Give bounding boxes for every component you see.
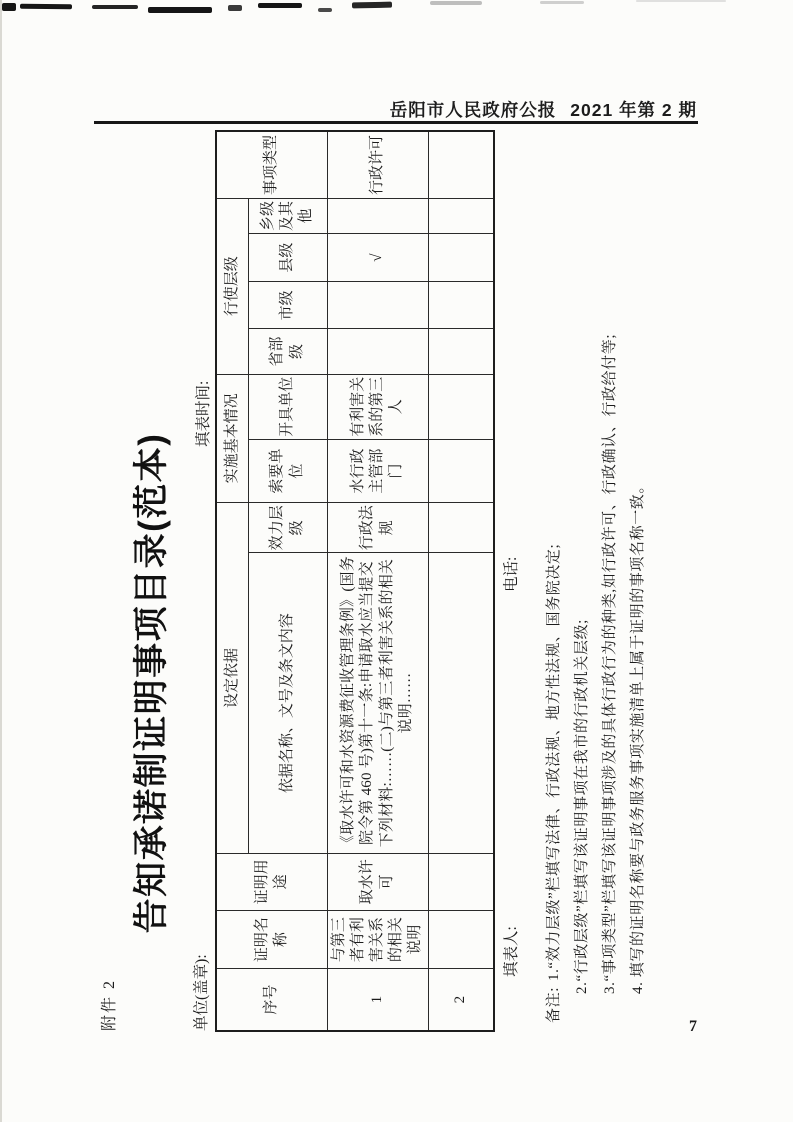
- fill-date-label: 填表时间:: [195, 380, 212, 447]
- cell-requesting-unit: 水行政主管部门: [327, 439, 428, 502]
- note-line: [570, 619, 591, 994]
- gazette-title: 岳阳市人民政府公报: [389, 100, 557, 120]
- cell-township: [327, 198, 428, 233]
- scan-smudge: [92, 5, 138, 9]
- scan-smudge: [430, 1, 482, 5]
- note-line: [626, 478, 647, 994]
- th-impl-group: 实施基本情况: [216, 374, 248, 503]
- note-text: 4. 填写的证明名称要与政务服务事项实施清单上属于证明的事项名称一致。: [630, 477, 646, 994]
- cell-cert-use: [428, 853, 494, 910]
- th-province-level: 省部级: [248, 329, 327, 374]
- attachment-label: 附件 2: [101, 978, 118, 1031]
- cell-county: [428, 234, 494, 282]
- phone-label: 电话:: [503, 556, 520, 592]
- th-cert-use: 证明用途: [216, 853, 327, 910]
- th-basis-detail: 依据名称、文号及条文内容: [248, 553, 327, 853]
- cell-item-type: [428, 131, 494, 198]
- cell-requesting-unit: [428, 439, 494, 502]
- cell-issuing-unit: 有利害关系的第三人: [327, 374, 428, 439]
- cell-county-checkmark: √: [327, 234, 428, 282]
- cell-issuing-unit: [428, 374, 494, 439]
- scan-smudge: [228, 5, 242, 11]
- gazette-issue: 2021 年第 2 期: [570, 100, 697, 120]
- th-exercise-group: 行使层级: [216, 198, 248, 374]
- unit-seal-label: 单位(盖章):: [193, 954, 210, 1031]
- note-text: 2.“行政层级”栏填写该证明事项在我市的行政机关层级;: [574, 619, 590, 994]
- rotated-form-sheet: [90, 95, 700, 1035]
- cell-cert-name: 与第三者有利害关系的相关说明: [327, 910, 428, 968]
- th-issuing-unit: 开具单位: [248, 374, 327, 439]
- scan-smudge: [20, 4, 72, 9]
- note-text: 1.“效力层级”栏填写法律、行政法规、地方性法规、国务院决定;: [546, 543, 562, 982]
- scan-smudge: [148, 7, 212, 13]
- cell-province: [428, 329, 494, 374]
- th-county-level: 县级: [248, 234, 327, 282]
- note-line: [542, 544, 563, 1023]
- notes-label: 备注:: [546, 987, 562, 1023]
- note-line: [598, 334, 619, 994]
- cell-index: 1: [327, 969, 428, 1031]
- scan-smudge: [318, 8, 332, 12]
- table-row: [327, 131, 428, 1031]
- scan-smudge: [352, 2, 392, 9]
- cell-basis-detail: 《取水许可和水资源费征收管理条例》(国务院令第 460 号)第十一条:申请取水应当提交下列材料:……(二)与第三者利害关系的相关说明……: [327, 553, 428, 853]
- form-title: 告知承诺制证明事项目录(范本): [132, 432, 171, 934]
- certification-items-table: [215, 130, 495, 1032]
- th-index: 序号: [216, 969, 327, 1031]
- scan-left-edge: [0, 0, 2, 1122]
- cell-effect-level: [428, 503, 494, 553]
- cell-effect-level: 行政法规: [327, 503, 428, 553]
- cell-province: [327, 329, 428, 374]
- cell-cert-use: 取水许可: [327, 853, 428, 910]
- scan-smudge: [258, 3, 302, 8]
- note-text: 3.“事项类型”栏填写该证明事项涉及的具体行政行为的种类,如行政许可、行政确认、行政给付等;: [602, 333, 618, 994]
- table-row: [428, 131, 494, 1031]
- cell-item-type: 行政许可: [327, 131, 428, 198]
- cell-cert-name: [428, 910, 494, 968]
- page-number: 7: [689, 1018, 697, 1035]
- cell-index: 2: [428, 969, 494, 1031]
- th-cert-name: 证明名称: [216, 910, 327, 968]
- th-item-type: 事项类型: [216, 131, 327, 198]
- cell-township: [428, 198, 494, 233]
- preparer-label: 填表人:: [503, 926, 520, 977]
- th-city-level: 市级: [248, 282, 327, 329]
- scan-smudge: [2, 3, 16, 11]
- cell-city: [327, 282, 428, 329]
- cell-basis-detail: [428, 553, 494, 853]
- th-township-level: 乡级及其他: [248, 198, 327, 233]
- cell-city: [428, 282, 494, 329]
- scan-smudge: [540, 1, 584, 4]
- scan-smudge: [636, 0, 726, 2]
- th-requesting-unit: 索要单位: [248, 439, 327, 502]
- th-basis-group: 设定依据: [216, 503, 248, 854]
- th-effect-level: 效力层级: [248, 503, 327, 553]
